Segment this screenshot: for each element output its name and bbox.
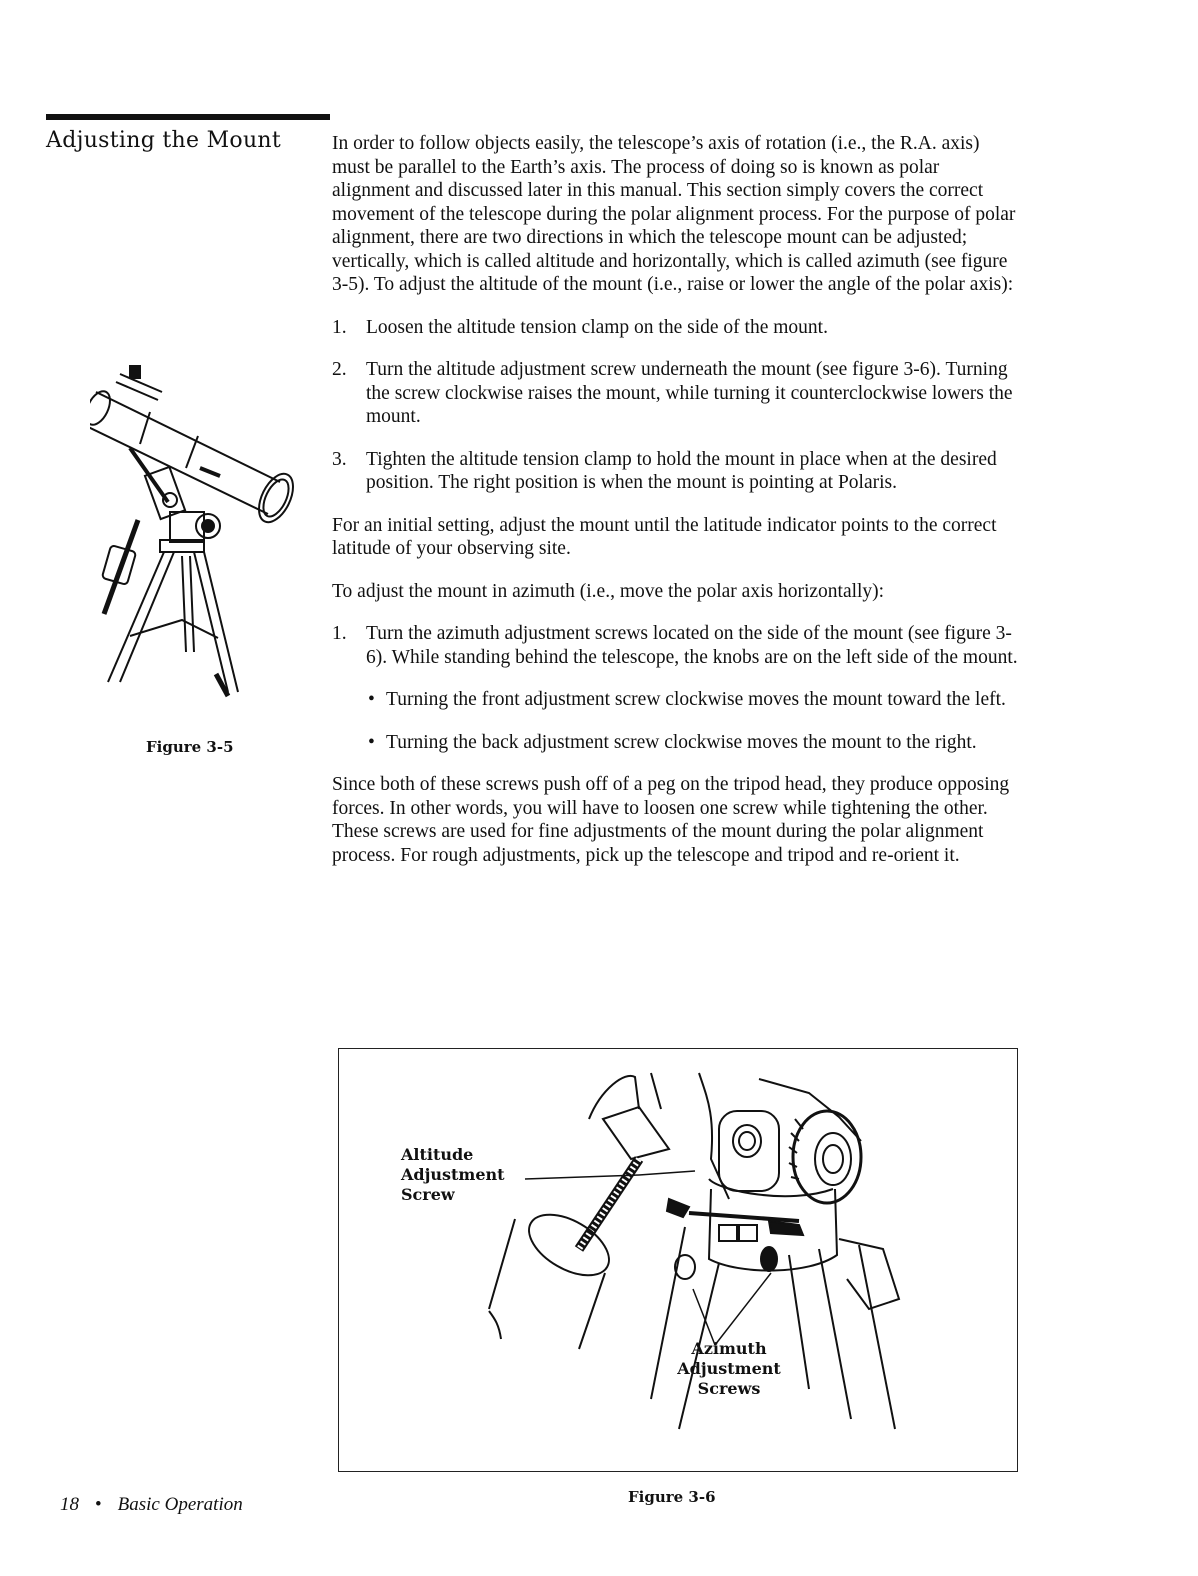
intro-paragraph: In order to follow objects easily, the telescope’s axis of rotation (i.e., the R.A. axis) must be parallel to the Earth’s axis. The process of doing so is known as polar alignment and discussed later in this manual. This section simply covers the correct movement of the telescope during the polar alignment process. For the purpose of polar alignment, there are two directions in which the telescope mount can be adjusted; vertically, which is called altitude and horizontally, which is called azimuth (see figure 3-5). To adjust the altitude of the mount (i.e., raise or lower the angle of the polar axis): bbox=[332, 133, 1016, 295]
telescope-illustration bbox=[90, 352, 310, 702]
step-text: Turn the altitude adjustment screw underneath the mount (see figure 3-6). Turning the screw clockwise raises the mount, while turning it counterclockwise lowers the mount. bbox=[366, 359, 1013, 427]
step-number: 1. bbox=[332, 623, 347, 644]
telescope-tube bbox=[90, 387, 300, 527]
closing-paragraph: Since both of these screws push off of a peg on the tripod head, they produce opposing forces. In other words, you will have to loosen one screw while tightening the other. These screws are used for fine adjustments of the mount during the polar alignment process. For rough adjustments, pick up the telescope and tripod and re-orient it. bbox=[332, 774, 1010, 866]
section-title: Adjusting the Mount bbox=[46, 128, 282, 153]
label-line: Screws bbox=[697, 1379, 761, 1398]
step-number: 1. bbox=[332, 316, 347, 338]
azimuth-screws-label bbox=[649, 1339, 809, 1399]
figure-3-6-frame bbox=[338, 1048, 1018, 1472]
altitude-step bbox=[332, 316, 1018, 340]
azimuth-step bbox=[332, 622, 1018, 669]
mount-closeup-illustration bbox=[339, 1049, 1017, 1471]
step-number: 3. bbox=[332, 448, 347, 470]
bullet-text: Turning the front adjustment screw clockwise moves the mount toward the left. bbox=[386, 689, 1006, 710]
altitude-step bbox=[332, 448, 1018, 495]
section-rule bbox=[46, 114, 330, 120]
step-text: Loosen the altitude tension clamp on the side of the mount. bbox=[366, 316, 828, 338]
azimuth-intro-paragraph: To adjust the mount in azimuth (i.e., move the polar axis horizontally): bbox=[332, 580, 885, 602]
footer-bullet: • bbox=[95, 1494, 102, 1515]
mount-upper bbox=[589, 1073, 861, 1203]
figure-3-5-caption: Figure 3-5 bbox=[146, 738, 234, 756]
altitude-screw-label bbox=[401, 1145, 505, 1205]
body-text bbox=[332, 132, 1018, 886]
bullet-item bbox=[368, 688, 1018, 712]
altitude-screw bbox=[489, 1107, 669, 1349]
label-line: Adjustment bbox=[401, 1165, 505, 1184]
bullet-item bbox=[368, 731, 1018, 755]
step-text: Turn the azimuth adjustment screws located on the side of the mount (see figure 3-6). While standing behind the telescope, the knobs are on the left side of the mount. bbox=[366, 623, 1018, 668]
step-text: Tighten the altitude tension clamp to hold the mount in place when at the desired position. The right position is when the mount is pointing at Polaris. bbox=[366, 448, 997, 493]
mount-head bbox=[130, 448, 220, 552]
initial-setting-paragraph: For an initial setting, adjust the mount until the latitude indicator points to the correct latitude of your observing site. bbox=[332, 514, 997, 559]
label-line: Adjustment bbox=[677, 1359, 781, 1378]
label-line: Screw bbox=[401, 1185, 455, 1204]
label-line: Altitude bbox=[401, 1145, 474, 1164]
page-footer bbox=[60, 1494, 243, 1516]
counterweight bbox=[102, 520, 138, 614]
label-line: Azimuth bbox=[691, 1339, 767, 1358]
altitude-step bbox=[332, 358, 1018, 429]
bullet-icon: • bbox=[368, 731, 375, 753]
step-number: 2. bbox=[332, 359, 347, 380]
bullet-text: Turning the back adjustment screw clockwise moves the mount to the right. bbox=[386, 731, 977, 753]
callout-lines bbox=[525, 1171, 771, 1345]
bullet-icon: • bbox=[368, 689, 375, 710]
page-number: 18 bbox=[60, 1494, 79, 1515]
footer-section: Basic Operation bbox=[117, 1494, 243, 1515]
tripod bbox=[108, 552, 238, 696]
finder-scope bbox=[116, 366, 162, 400]
figure-3-6-caption: Figure 3-6 bbox=[628, 1488, 716, 1506]
